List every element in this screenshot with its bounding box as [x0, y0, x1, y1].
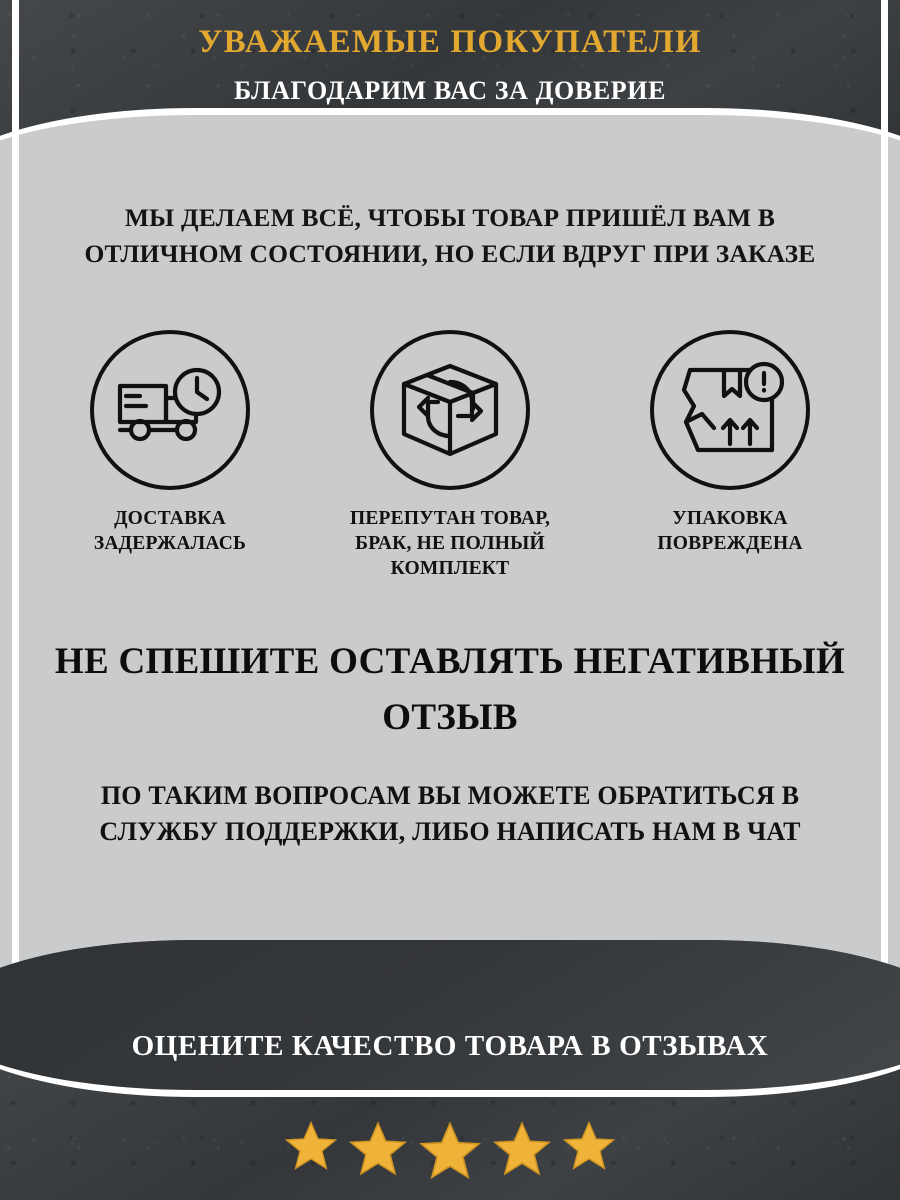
star-icon[interactable] — [491, 1118, 553, 1180]
footer-call-to-action: ОЦЕНИТЕ КАЧЕСТВО ТОВАРА В ОТЗЫВАХ — [131, 1030, 769, 1062]
header-title: УВАЖАЕМЫЕ ПОКУПАТЕЛИ — [198, 24, 702, 60]
issue-caption: ПЕРЕПУТАН ТОВАР, БРАК, НЕ ПОЛНЫЙ КОМПЛЕКТ — [349, 508, 551, 579]
rating-stars[interactable] — [0, 1118, 900, 1184]
star-icon[interactable] — [347, 1118, 409, 1180]
support-text: ПО ТАКИМ ВОПРОСАМ ВЫ МОЖЕТЕ ОБРАТИТЬСЯ В СЛУЖБУ ПОДДЕРЖКИ, ЛИБО НАПИСАТЬ НАМ В ЧАТ — [99, 781, 801, 846]
issue-caption: ДОСТАВКА ЗАДЕРЖАЛАСЬ — [93, 508, 247, 554]
issue-item-damaged-package — [600, 330, 860, 581]
box-return-arrows-icon — [370, 330, 530, 490]
delivery-truck-clock-icon — [90, 330, 250, 490]
damaged-package-icon — [650, 330, 810, 490]
intro-text: МЫ ДЕЛАЕМ ВСЁ, ЧТОБЫ ТОВАР ПРИШЁЛ ВАМ В ОТЛИЧНОМ СОСТОЯНИИ, НО ЕСЛИ ВДРУГ ПРИ ЗАКАЗЕ — [84, 203, 816, 268]
issue-caption: УПАКОВКА ПОВРЕЖДЕНА — [657, 508, 803, 554]
footer-curve-divider — [0, 940, 900, 1097]
star-icon[interactable] — [283, 1118, 339, 1174]
star-icon[interactable] — [417, 1118, 483, 1184]
issue-item-wrong-or-defective — [320, 330, 580, 581]
issue-item-delivery-delayed — [40, 330, 300, 581]
headline-text: НЕ СПЕШИТЕ ОСТАВЛЯТЬ НЕГАТИВНЫЙ ОТЗЫВ — [54, 641, 846, 738]
issue-icons-row — [40, 330, 860, 581]
star-icon[interactable] — [561, 1118, 617, 1174]
header-subtitle: БЛАГОДАРИМ ВАС ЗА ДОВЕРИЕ — [233, 76, 667, 105]
